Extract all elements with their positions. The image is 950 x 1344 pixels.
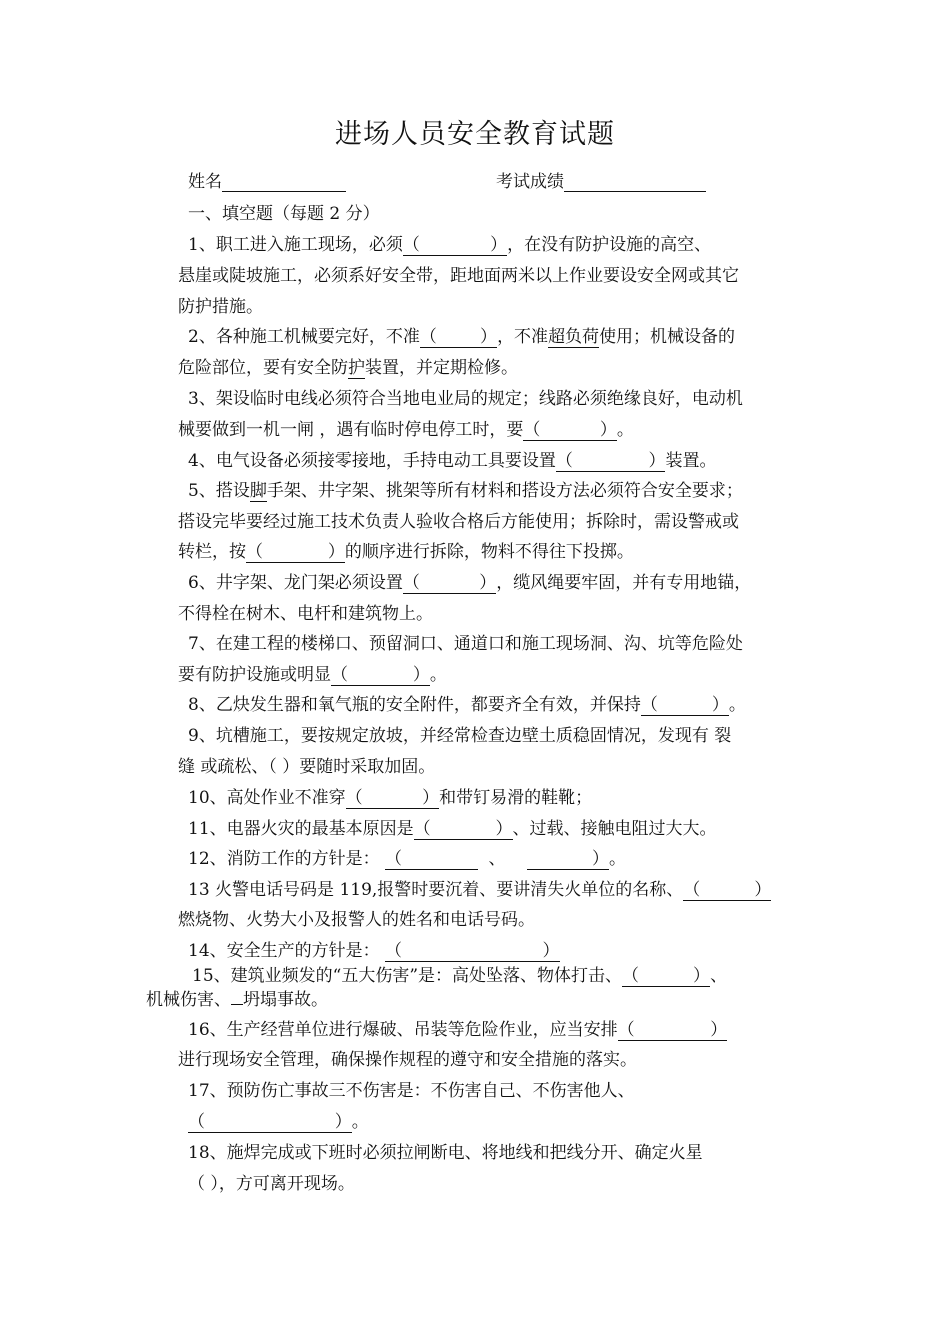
question-15-line2: 机械伤害、 坍塌事故。: [146, 990, 328, 1010]
question-6-line2: 不得栓在树木、电杆和建筑物上。: [178, 604, 433, 624]
question-7-line2: 要有防护设施或明显（ ）。: [178, 665, 447, 685]
answer-blank[interactable]: （ ）: [523, 420, 617, 440]
question-13-line1: 13 火警电话号码是 119,报警时要沉着、要讲清失火单位的名称、（ ）: [188, 880, 772, 900]
answer-blank[interactable]: （ ）: [622, 966, 711, 986]
question-12: 12、消防工作的方针是： （ 、 ）。: [188, 849, 626, 869]
answer-blank[interactable]: （ ）: [419, 327, 498, 347]
answer-blank[interactable]: （ ）: [555, 451, 666, 471]
answer-blank[interactable]: （ ）: [617, 1020, 728, 1040]
answer-blank[interactable]: （ ）: [345, 788, 440, 808]
answer-blank[interactable]: （ ）: [640, 695, 729, 715]
answer-blank[interactable]: ）: [527, 849, 609, 869]
question-14: 14、安全生产的方针是： （ ）: [188, 941, 560, 961]
question-18-line2: （ ），方可离开现场。: [188, 1174, 355, 1194]
name-row: [188, 172, 346, 192]
question-17-line1: 17、预防伤亡事故三不伤害是：不伤害自己、不伤害他人、: [188, 1081, 635, 1101]
question-16-line1: 16、生产经营单位进行爆破、吊装等危险作业，应当安排（ ）: [188, 1020, 728, 1040]
question-5-line3: 转栏，按（ ）的顺序进行拆除，物料不得往下投掷。: [178, 542, 634, 562]
question-5-line1: 5、搭设脚手架、井字架、挑架等所有材料和搭设方法必须符合安全要求；: [188, 481, 743, 501]
question-1-line2: 悬崖或陡坡施工，必须系好安全带，距地面两米以上作业要设安全网或其它: [178, 266, 739, 286]
question-7-line1: 7、在建工程的楼梯口、预留洞口、通道口和施工现场洞、沟、坑等危险处: [188, 634, 743, 654]
name-label: 姓名: [188, 172, 222, 192]
score-label: 考试成绩: [496, 172, 564, 192]
answer-blank[interactable]: （: [385, 849, 478, 869]
question-8: 8、乙炔发生器和氧气瓶的安全附件，都要齐全有效，并保持（ ）。: [188, 695, 746, 715]
question-6-line1: 6、井字架、龙门架必须设置（ ），缆风绳要牢固，并有专用地锚，: [188, 573, 752, 593]
question-5-line2: 搭设完毕要经过施工技术负责人验收合格后方能使用；拆除时，需设警戒或: [178, 512, 739, 532]
answer-blank[interactable]: （ ）: [683, 880, 772, 900]
question-3-line2: 械要做到一机一闸 ，遇有临时停电停工时，要（ ）。: [178, 420, 634, 440]
question-4: 4、电气设备必须接零接地，手持电动工具要设置（ ）装置。: [188, 451, 717, 471]
question-3-line1: 3、架设临时电线必须符合当地电业局的规定；线路必须绝缘良好，电动机: [188, 389, 743, 409]
question-18-line1: 18、施焊完成或下班时必须拉闸断电、将地线和把线分开、确定火星: [188, 1143, 703, 1163]
score-field[interactable]: [564, 173, 706, 192]
question-16-line2: 进行现场安全管理，确保操作规程的遵守和安全措施的落实。: [178, 1050, 637, 1070]
question-17-line2: （ ）。: [188, 1112, 369, 1132]
question-9-line2: 缝 或疏松、（ ）要随时采取加固。: [178, 757, 436, 777]
page-title: 进场人员安全教育试题: [335, 119, 615, 150]
question-1-line3: 防护措施。: [178, 297, 263, 317]
score-row: [496, 172, 706, 192]
answer-blank[interactable]: （ ）: [385, 941, 560, 961]
answer-blank[interactable]: （ ）: [413, 819, 513, 839]
answer-blank[interactable]: （ ）: [402, 235, 508, 255]
answer-blank[interactable]: （ ）: [402, 573, 497, 593]
question-15-line1: 15、建筑业频发的“五大伤害”是：高处坠落、物体打击、（ ）、: [192, 966, 728, 986]
name-field[interactable]: [222, 173, 346, 192]
question-11: 11、电器火灾的最基本原因是（ ）、过载、接触电阻过大大。: [188, 819, 717, 839]
question-1-line1: 1、职工进入施工现场，必须（ ），在没有防护设施的高空、: [188, 235, 712, 255]
question-9-line1: 9、坑槽施工，要按规定放坡，并经常检查边壁土质稳固情况，发现有 裂: [188, 726, 732, 746]
question-10: 10、高处作业不准穿（ ）和带钉易滑的鞋靴；: [188, 788, 593, 808]
question-2-line1: 2、各种施工机械要完好，不准（ ），不准超负荷使用；机械设备的: [188, 327, 736, 347]
answer-blank[interactable]: （ ）: [188, 1112, 352, 1132]
section-heading: 一、填空题（每题 2 分）: [188, 204, 380, 224]
question-2-line2: 危险部位，要有安全防护装置，并定期检修。: [178, 358, 518, 378]
question-13-line2: 燃烧物、火势大小及报警人的姓名和电话号码。: [178, 910, 535, 930]
answer-blank[interactable]: （ ）: [331, 665, 430, 685]
answer-blank[interactable]: （ ）: [246, 542, 345, 562]
